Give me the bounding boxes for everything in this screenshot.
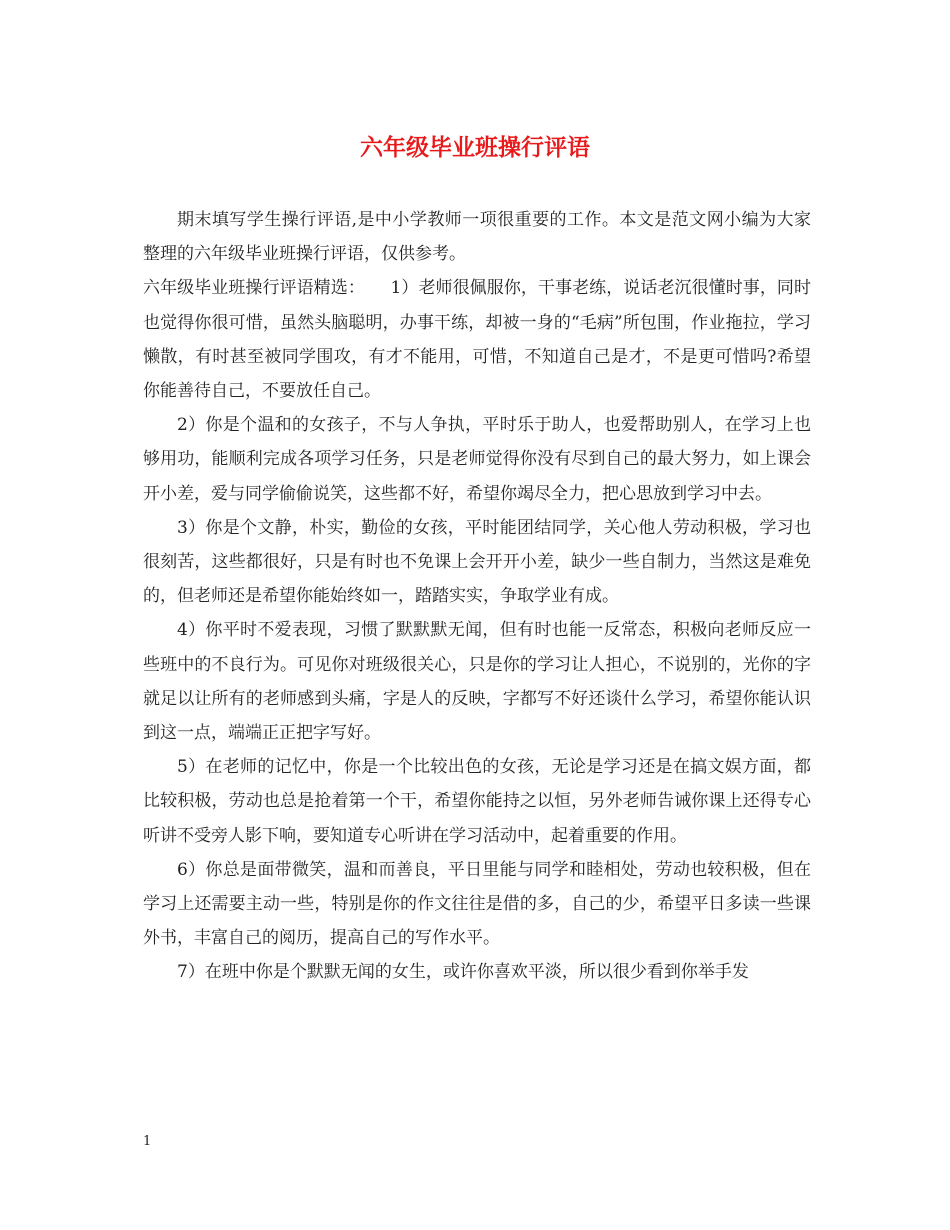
- intro-paragraph: 期末填写学生操行评语,是中小学教师一项很重要的工作。本文是范文网小编为大家整理的六年级毕业班操行评语，仅供参考。: [143, 210, 811, 265]
- comment-paragraph-3: 3）你是个文静，朴实，勤俭的女孩，平时能团结同学，关心他人劳动积极，学习也很刻苦，这些都很好，只是有时也不免课上会开开小差，缺少一些自制力，当然这是难免的，但老师还是希望你能始终如一，踏踏实实，争取学业有成。: [143, 517, 811, 607]
- document-body: [143, 203, 811, 990]
- comment-paragraph-2: 2）你是个温和的女孩子，不与人争执，平时乐于助人，也爱帮助别人，在学习上也够用功，能顺利完成各项学习任务，只是老师觉得你没有尽到自己的最大努力，如上课会开小差，爱与同学偷偷说笑，这些都不好，希望你竭尽全力，把心思放到学习中去。: [143, 415, 811, 504]
- comment-paragraph-5: 5）在老师的记忆中，你是一个比较出色的女孩，无论是学习还是在搞文娱方面，都比较积极，劳动也总是抢着第一个干，希望你能持之以恒，另外老师告诫你课上还得专心听讲不受旁人影下响，要知道专心听讲在学习活动中，起着重要的作用。: [143, 757, 811, 846]
- page-number: 1: [143, 1134, 152, 1149]
- comment-paragraph-7: 7）在班中你是个默默无闻的女生，或许你喜欢平淡，所以很少看到你举手发: [177, 962, 749, 983]
- document-title: 六年级毕业班操行评语: [360, 134, 590, 161]
- comment-paragraph-1: 六年级毕业班操行评语精选： 1）老师很佩服你，干事老练，说话老沉很懂时事，同时也觉得你很可惜，虽然头脑聪明，办事干练，却被一身的“毛病”所包围，作业拖拉，学习懒散，有时甚至被同学围攻，有才不能用，可惜，不知道自己是才，不是更可惜吗?希望你能善待自己，不要放任自己。: [143, 278, 811, 402]
- comment-paragraph-6: 6）你总是面带微笑，温和而善良，平日里能与同学和睦相处，劳动也较积极，但在学习上还需要主动一些，特别是你的作文往往是借的多，自己的少，希望平日多读一些课外书，丰富自己的阅历，提高自己的写作水平。: [143, 859, 811, 949]
- comment-paragraph-4: 4）你平时不爱表现，习惯了默默默无闻，但有时也能一反常态，积极向老师反应一些班中的不良行为。可见你对班级很关心，只是你的学习让人担心，不说别的，光你的字就足以让所有的老师感到头痛，字是人的反映，字都写不好还谈什么学习，希望你能认识到这一点，端端正正把字写好。: [143, 620, 811, 744]
